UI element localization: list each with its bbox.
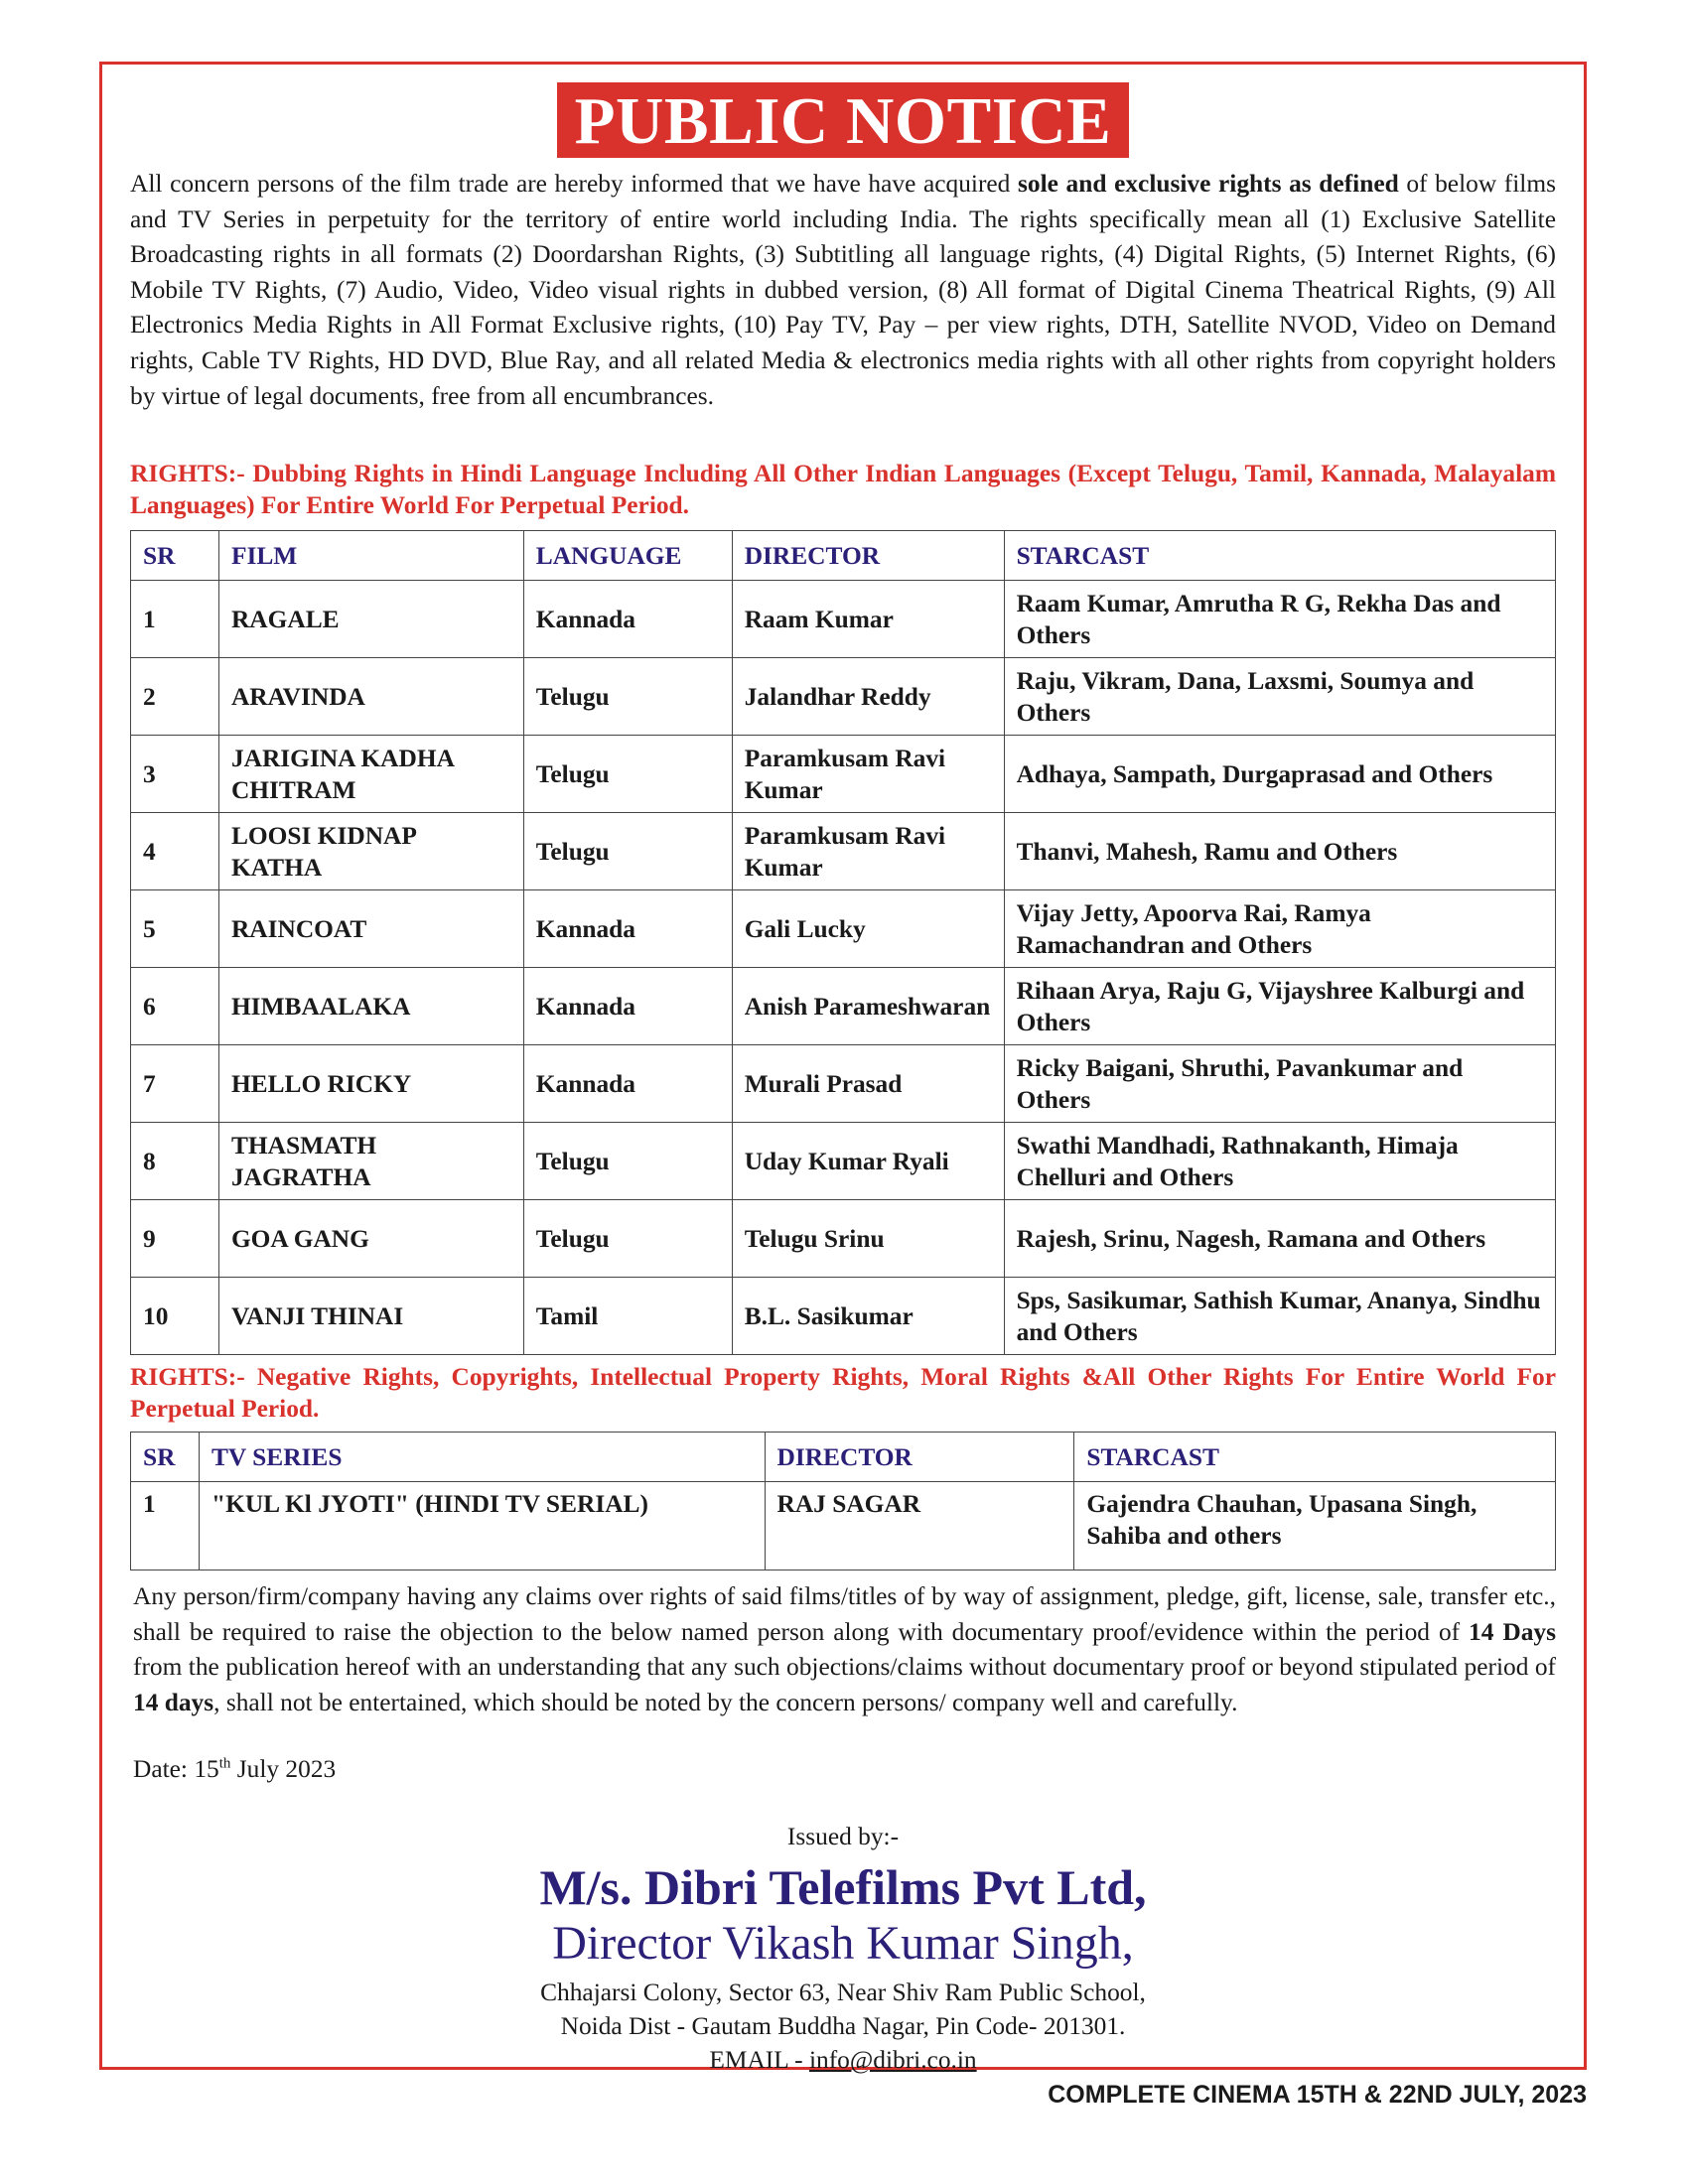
film-cell-film: JARIGINA KADHA CHITRAM <box>218 736 523 813</box>
film-cell-director: Paramkusam Ravi Kumar <box>732 736 1004 813</box>
film-row <box>131 1045 1556 1123</box>
film-row <box>131 1278 1556 1355</box>
address-line-2: Noida Dist - Gautam Buddha Nagar, Pin Code- 201301. <box>560 2012 1126 2040</box>
film-cell-language: Kannada <box>523 968 732 1045</box>
film-cell-starcast: Swathi Mandhadi, Rathnakanth, Himaja Chelluri and Others <box>1004 1123 1555 1200</box>
film-cell-starcast: Ricky Baigani, Shruthi, Pavankumar and Others <box>1004 1045 1555 1123</box>
page-title: PUBLIC NOTICE <box>557 82 1130 158</box>
col-header-tv-series: TV SERIES <box>199 1433 765 1482</box>
film-cell-sr: 10 <box>131 1278 219 1355</box>
col-header-starcast: STARCAST <box>1074 1433 1556 1482</box>
film-cell-starcast: Rihaan Arya, Raju G, Vijayshree Kalburgi and Others <box>1004 968 1555 1045</box>
col-header-starcast: STARCAST <box>1004 531 1555 581</box>
film-cell-film: HIMBAALAKA <box>218 968 523 1045</box>
col-header-language: LANGUAGE <box>523 531 732 581</box>
film-cell-language: Telugu <box>523 658 732 736</box>
claim-period-2: 14 days <box>133 1688 214 1716</box>
email-label: EMAIL - <box>709 2046 809 2074</box>
film-cell-starcast: Raam Kumar, Amrutha R G, Rekha Das and Others <box>1004 581 1555 658</box>
claims-paragraph <box>133 1579 1556 1720</box>
tv-series-table <box>130 1432 1556 1570</box>
title-wrap <box>102 82 1584 158</box>
company-name: M/s. Dibri Telefilms Pvt Ltd, <box>539 1859 1147 1915</box>
claim-text-3: , shall not be entertained, which should be noted by the concern persons/ company well and carefully. <box>213 1688 1238 1716</box>
film-cell-director: Anish Parameshwaran <box>732 968 1004 1045</box>
film-row <box>131 813 1556 890</box>
film-cell-language: Telugu <box>523 736 732 813</box>
film-cell-sr: 7 <box>131 1045 219 1123</box>
film-row <box>131 1123 1556 1200</box>
tv-cell-sr: 1 <box>131 1482 200 1570</box>
intro-paragraph <box>130 167 1556 414</box>
col-header-sr: SR <box>131 531 219 581</box>
film-cell-film: HELLO RICKY <box>218 1045 523 1123</box>
film-cell-sr: 9 <box>131 1200 219 1278</box>
email-link[interactable]: info@dibri.co.in <box>808 2046 977 2074</box>
film-cell-film: THASMATH JAGRATHA <box>218 1123 523 1200</box>
film-cell-sr: 8 <box>131 1123 219 1200</box>
film-cell-director: Uday Kumar Ryali <box>732 1123 1004 1200</box>
film-cell-director: Murali Prasad <box>732 1045 1004 1123</box>
film-cell-film: ARAVINDA <box>218 658 523 736</box>
film-cell-language: Telugu <box>523 813 732 890</box>
film-cell-film: LOOSI KIDNAP KATHA <box>218 813 523 890</box>
film-cell-starcast: Raju, Vikram, Dana, Laxsmi, Soumya and Others <box>1004 658 1555 736</box>
rights-negative-heading: RIGHTS:- Negative Rights, Copyrights, Intellectual Property Rights, Moral Rights &All Other Rights For Entire World For Perpetual Period. <box>130 1363 1556 1423</box>
film-cell-language: Telugu <box>523 1200 732 1278</box>
film-row <box>131 890 1556 968</box>
film-cell-starcast: Vijay Jetty, Apoorva Rai, Ramya Ramachandran and Others <box>1004 890 1555 968</box>
publication-footer: COMPLETE CINEMA 15TH & 22ND JULY, 2023 <box>1048 2081 1587 2109</box>
film-cell-film: RAGALE <box>218 581 523 658</box>
film-cell-language: Kannada <box>523 1045 732 1123</box>
film-cell-sr: 4 <box>131 813 219 890</box>
film-cell-sr: 2 <box>131 658 219 736</box>
film-cell-language: Telugu <box>523 1123 732 1200</box>
date-prefix: Date: 15 <box>133 1755 219 1783</box>
claim-text-2: from the publication hereof with an understanding that any such objections/claims without documentary proof or beyond stipulated period of <box>133 1653 1556 1682</box>
film-cell-language: Kannada <box>523 581 732 658</box>
claim-period-1: 14 Days <box>1469 1617 1556 1646</box>
intro-text-2: of below films and TV Series in perpetuity for the territory of entire world including India. The rights specifically mean all (1) Exclusive Satellite Broadcasting rights in all formats (2) Doordarshan Rights, (3) Subtitling all language rights, (4) Digital Rights, (5) Internet Rights, (6) Mobile TV Rights, (7) Audio, Video, Video visual rights in dubbed version, (8) All format of Digital Cinema Theatrical Rights, (9) All Electronics Media Rights in All Format Exclusive rights, (10) Pay TV, Pay – per view rights, DTH, Satellite NVOD, Video on Demand rights, Cable TV Rights, HD DVD, Blue Ray, and all related Media & electronics media rights with all other rights from copyright holders by virtue of legal documents, free from all encumbrances. <box>130 170 1556 410</box>
tv-cell-tv-series: "KUL Kl JYOTI" (HINDI TV SERIAL) <box>199 1482 765 1570</box>
tv-cell-director: RAJ SAGAR <box>765 1482 1074 1570</box>
address-line-1: Chhajarsi Colony, Sector 63, Near Shiv Ram Public School, <box>540 1979 1146 2006</box>
film-cell-sr: 5 <box>131 890 219 968</box>
intro-text-1: All concern persons of the film trade are hereby informed that we have have acquired <box>130 170 1018 198</box>
films-table <box>130 530 1556 1355</box>
film-cell-language: Tamil <box>523 1278 732 1355</box>
film-cell-director: Jalandhar Reddy <box>732 658 1004 736</box>
tv-row <box>131 1482 1556 1570</box>
film-row <box>131 581 1556 658</box>
film-cell-director: Gali Lucky <box>732 890 1004 968</box>
film-cell-director: Raam Kumar <box>732 581 1004 658</box>
film-row <box>131 658 1556 736</box>
date-suffix-ordinal: th <box>218 1755 231 1772</box>
film-cell-sr: 3 <box>131 736 219 813</box>
films-header-row <box>131 531 1556 581</box>
col-header-sr: SR <box>131 1433 200 1482</box>
notice-frame <box>99 62 1587 2074</box>
notice-date <box>133 1755 336 1784</box>
films-table-body <box>131 581 1556 1355</box>
film-cell-film: GOA GANG <box>218 1200 523 1278</box>
tv-header-row <box>131 1433 1556 1482</box>
col-header-film: FILM <box>218 531 523 581</box>
col-header-director: DIRECTOR <box>732 531 1004 581</box>
email-line <box>102 2043 1584 2077</box>
film-cell-language: Kannada <box>523 890 732 968</box>
film-cell-starcast: Adhaya, Sampath, Durgaprasad and Others <box>1004 736 1555 813</box>
film-cell-sr: 6 <box>131 968 219 1045</box>
film-cell-director: Telugu Srinu <box>732 1200 1004 1278</box>
director-name: Director Vikash Kumar Singh, <box>552 1917 1134 1970</box>
film-cell-film: VANJI THINAI <box>218 1278 523 1355</box>
tv-cell-starcast: Gajendra Chauhan, Upasana Singh, Sahiba and others <box>1074 1482 1556 1570</box>
film-cell-starcast: Rajesh, Srinu, Nagesh, Ramana and Others <box>1004 1200 1555 1278</box>
rights-dubbing-heading: RIGHTS:- Dubbing Rights in Hindi Language Including All Other Indian Languages (Except Telugu, Tamil, Kannada, Malayalam Languages) For Entire World For Perpetual Period. <box>130 460 1556 519</box>
col-header-director: DIRECTOR <box>765 1433 1074 1482</box>
date-month-year: July 2023 <box>230 1755 337 1783</box>
film-cell-starcast: Thanvi, Mahesh, Ramu and Others <box>1004 813 1555 890</box>
film-cell-film: RAINCOAT <box>218 890 523 968</box>
film-row <box>131 1200 1556 1278</box>
film-cell-starcast: Sps, Sasikumar, Sathish Kumar, Ananya, Sindhu and Others <box>1004 1278 1555 1355</box>
tv-table-body <box>131 1482 1556 1570</box>
film-row <box>131 968 1556 1045</box>
film-cell-director: B.L. Sasikumar <box>732 1278 1004 1355</box>
film-row <box>131 736 1556 813</box>
claim-text-1: Any person/firm/company having any claims over rights of said films/titles of by way of assignment, pledge, gift, license, sale, transfer etc., shall be required to raise the objection to the below named person along with documentary proof/evidence within the period of <box>133 1582 1556 1646</box>
film-cell-director: Paramkusam Ravi Kumar <box>732 813 1004 890</box>
issued-by-label: Issued by:- <box>786 1823 900 1850</box>
film-cell-sr: 1 <box>131 581 219 658</box>
intro-bold-text: sole and exclusive rights as defined <box>1018 170 1399 198</box>
